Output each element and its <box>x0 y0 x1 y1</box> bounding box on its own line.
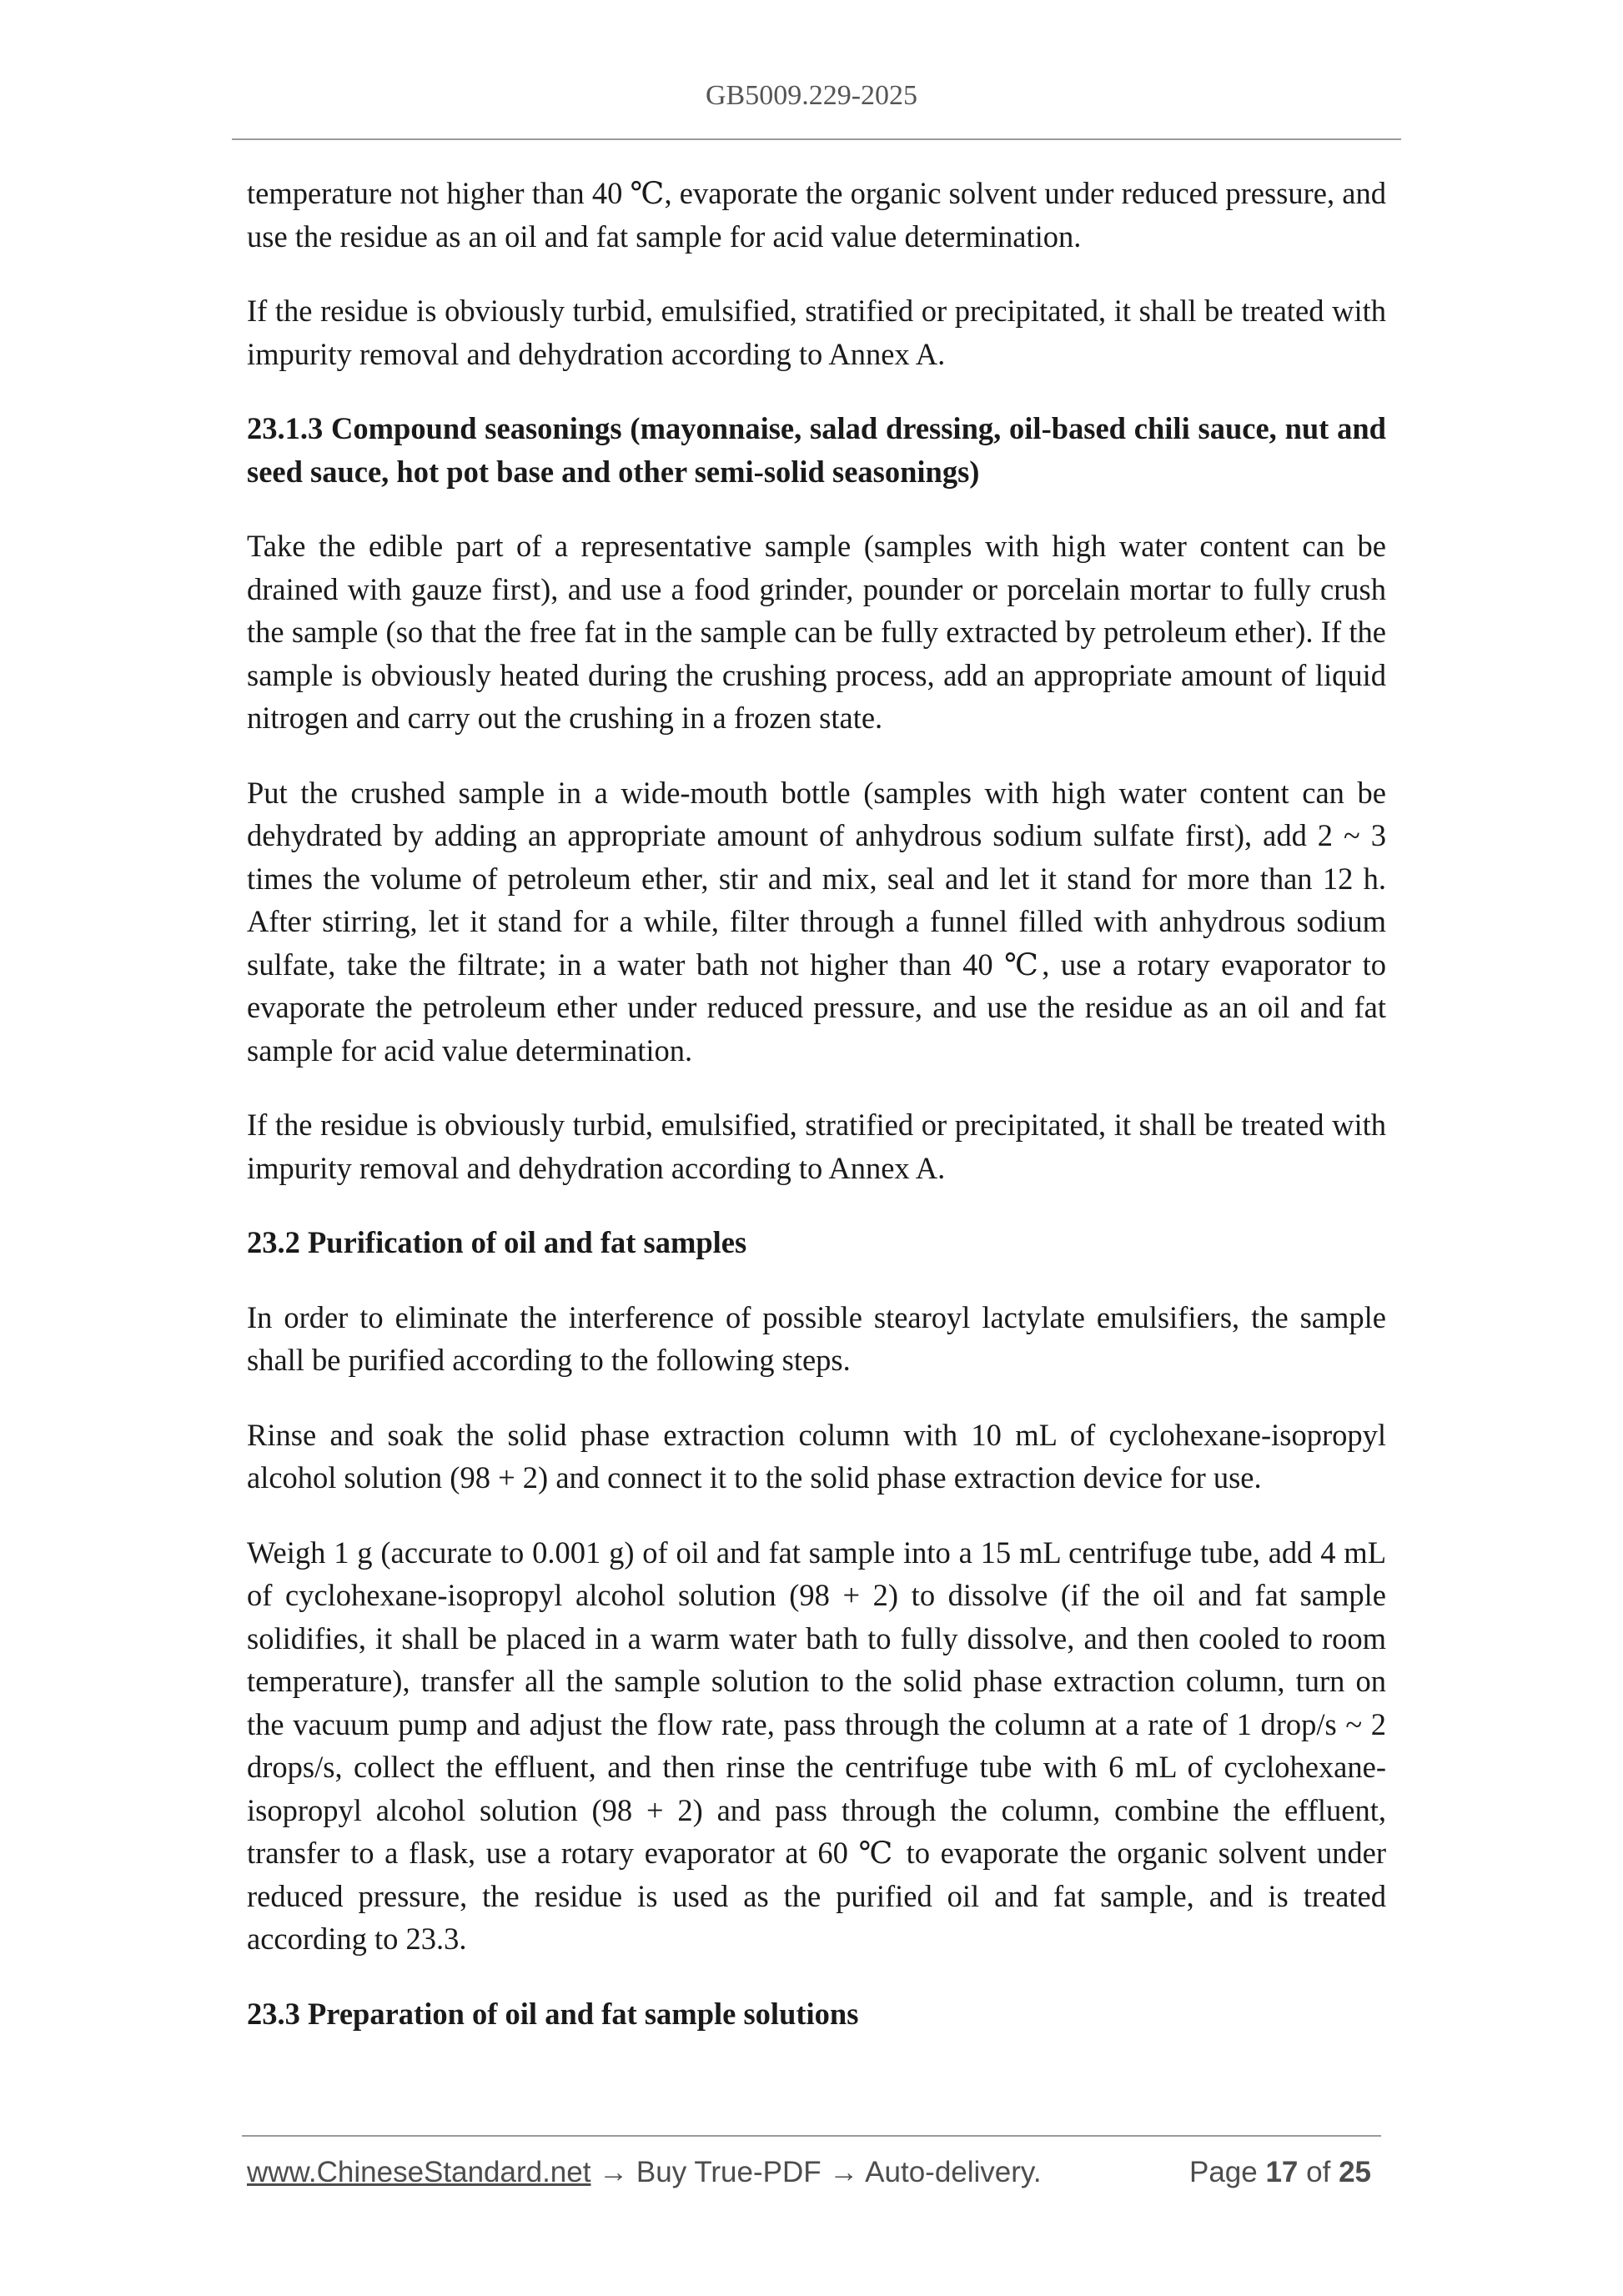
document-body <box>247 172 1386 2067</box>
section-heading-23-3: 23.3 Preparation of oil and fat sample solutions <box>247 1996 859 2031</box>
body-paragraph: Weigh 1 g (accurate to 0.001 g) of oil and fat sample into a 15 mL centrifuge tube, add 4 mL of cyclohexane-isopropyl alcohol solution (98 + 2) to dissolve (if the oil and fat sample solidifies, it shall be placed in a warm water bath to fully dissolve, and then cooled to room temperature), transfer all the sample solution to the solid phase extraction column, turn on the vacuum pump and adjust the flow rate, pass through the column at a rate of 1 drop/s ~ 2 drops/s, collect the effluent, and then rinse the centrifuge tube with 6 mL of cyclohexane-isopropyl alcohol solution (98 + 2) and pass through the column, combine the effluent, transfer to a flask, use a rotary evaporator at 60 ℃ to evaporate the organic solvent under reduced pressure, the residue is used as the purified oil and fat sample, and is treated according to 23.3. <box>247 1535 1386 1956</box>
body-paragraph: Put the crushed sample in a wide-mouth bottle (samples with high water content can be dehydrated by adding an appropriate amount of anhydrous sodium sulfate first), add 2 ~ 3 times the volume of petroleum ether, stir and mix, seal and let it stand for more than 12 h. After stirring, let it stand for a while, filter through a funnel filled with anhydrous sodium sulfate, take the filtrate; in a water bath not higher than 40 ℃, use a rotary evaporator to evaporate the petroleum ether under reduced pressure, and use the residue as an oil and fat sample for acid value determination. <box>247 775 1386 1068</box>
page-total: 25 <box>1339 2156 1371 2188</box>
footer-promo <box>247 2156 1042 2189</box>
body-paragraph: Take the edible part of a representative sample (samples with high water content can be drained with gauze first), and use a food grinder, pounder or porcelain mortar to fully crush the sample (so that the free fat in the sample can be fully extracted by petroleum ether). If the sample is obviously heated during the crushing process, add an appropriate amount of liquid nitrogen and carry out the crushing in a frozen state. <box>247 529 1386 735</box>
body-paragraph: In order to eliminate the interference of possible stearoyl lactylate emulsifiers, the sample shall be purified according to the following steps. <box>247 1299 1386 1377</box>
body-paragraph: If the residue is obviously turbid, emulsified, stratified or precipitated, it shall be treated with impurity removal and dehydration according to Annex A. <box>247 294 1386 371</box>
page-number <box>1189 2156 1371 2189</box>
of-word: of <box>1306 2156 1331 2188</box>
footer-divider <box>242 2135 1381 2137</box>
page-word: Page <box>1188 2156 1258 2188</box>
body-paragraph: temperature not higher than 40 ℃, evaporate the organic solvent under reduced pressure, and use the residue as an oil and fat sample for acid value determination. <box>247 176 1386 254</box>
footer-site-link[interactable]: www.ChineseStandard.net <box>247 2156 591 2188</box>
page-header-doc-code: GB5009.229-2025 <box>705 80 918 111</box>
body-paragraph: Rinse and soak the solid phase extraction column with 10 mL of cyclohexane-isopropyl alcohol solution (98 + 2) and connect it to the solid phase extraction device for use. <box>247 1417 1386 1495</box>
page-current: 17 <box>1265 2156 1299 2188</box>
section-heading-23-2: 23.2 Purification of oil and fat samples <box>247 1225 747 1259</box>
section-heading-23-1-3: 23.1.3 Compound seasonings (mayonnaise, salad dressing, oil-based chili sauce, nut and seed sauce, hot pot base and other semi-solid seasonings) <box>247 411 1386 489</box>
header-divider <box>232 138 1401 140</box>
body-paragraph: If the residue is obviously turbid, emulsified, stratified or precipitated, it shall be treated with impurity removal and dehydration according to Annex A. <box>247 1108 1386 1185</box>
footer-promo-text: → Buy True-PDF → Auto-delivery. <box>590 2156 1042 2188</box>
